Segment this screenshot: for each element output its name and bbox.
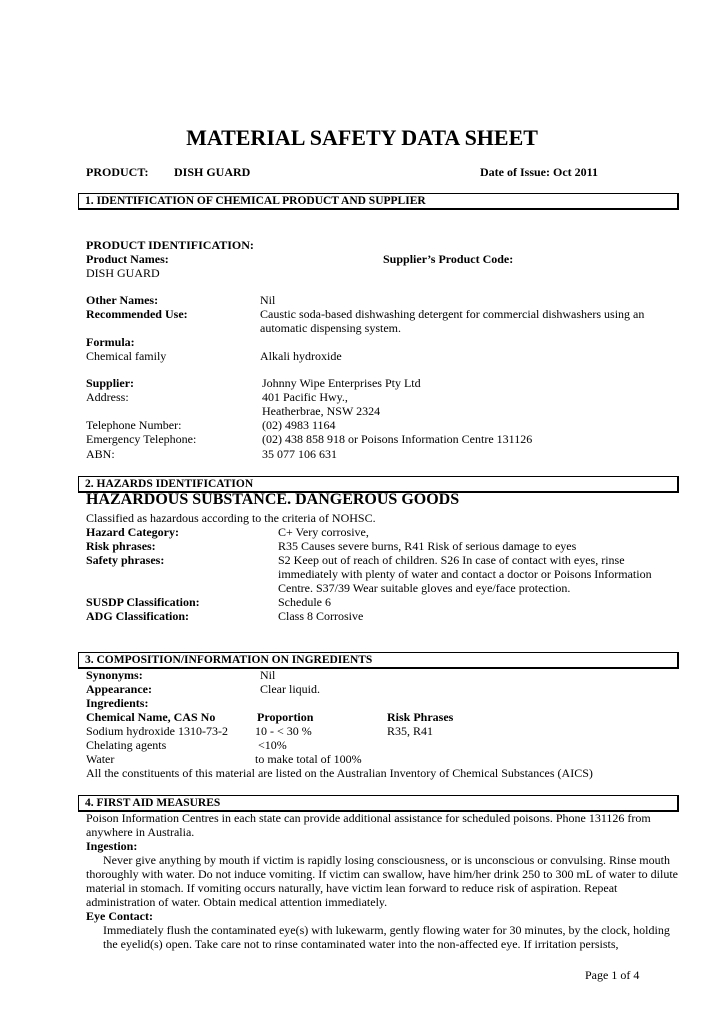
column-header: Chemical Name, CAS No [86,710,216,724]
document-title: MATERIAL SAFETY DATA SHEET [186,125,538,150]
adg-value: Class 8 Corrosive [278,609,364,623]
telephone-label: Telephone Number: [86,418,182,432]
supplier-label: Supplier: [86,376,135,390]
column-header: Risk Phrases [387,710,454,724]
table-cell: Water [86,752,115,766]
product-label: PRODUCT: [86,165,149,179]
other-names-value: Nil [260,293,276,307]
product-value: DISH GUARD [174,165,251,179]
table-cell: to make total of 100% [255,752,362,766]
risk-phrases-value: R35 Causes severe burns, R41 Risk of serious damage to eyes [278,539,577,553]
date-of-issue: Date of Issue: Oct 2011 [480,165,598,179]
safety-phrases-label: Safety phrases: [86,553,165,567]
emergency-telephone-value: (02) 438 858 918 or Poisons Information Centre 131126 [262,432,533,446]
abn-value: 35 077 106 631 [262,447,337,461]
chemical-family-label: Chemical family [86,349,167,363]
address-label: Address: [86,390,129,404]
eye-contact-text: Immediately flush the contaminated eye(s) with lukewarm, gently flowing water for 30 minutes, by the clock, holding the eyelid(s) open. Take care not to rinse contaminated water into the non-affected eye. If irritation persists, [103,923,670,951]
ingredients-label: Ingredients: [86,696,149,710]
table-cell: 10 - < 30 % [255,724,312,738]
table-cell: Chelating agents [86,738,167,752]
telephone-value: (02) 4983 1164 [262,418,336,432]
susdp-label: SUSDP Classification: [86,595,200,609]
hazard-category-label: Hazard Category: [86,525,179,539]
eye-contact-label: Eye Contact: [86,909,153,923]
adg-label: ADG Classification: [86,609,189,623]
first-aid-intro: Poison Information Centres in each state can provide additional assistance for scheduled poisons. Phone 131126 from anywhere in Australia. [86,811,651,839]
emergency-telephone-label: Emergency Telephone: [86,432,197,446]
product-identification-heading: PRODUCT IDENTIFICATION: [86,238,254,252]
section-1-heading: 1. IDENTIFICATION OF CHEMICAL PRODUCT AND SUPPLIER [78,193,679,210]
product-names-value: DISH GUARD [86,266,160,280]
synonyms-label: Synonyms: [86,668,143,682]
section-4-heading: 4. FIRST AID MEASURES [78,795,679,812]
abn-label: ABN: [86,447,115,461]
appearance-label: Appearance: [86,682,152,696]
section-3-heading: 3. COMPOSITION/INFORMATION ON INGREDIENTS [78,652,679,669]
hazard-category-value: C+ Very corrosive, [278,525,369,539]
recommended-use-label: Recommended Use: [86,307,188,321]
susdp-value: Schedule 6 [278,595,331,609]
hazard-subheading: HAZARDOUS SUBSTANCE. DANGEROUS GOODS [86,491,460,508]
synonyms-value: Nil [260,668,276,682]
appearance-value: Clear liquid. [260,682,320,696]
product-names-label: Product Names: [86,252,169,266]
safety-phrases-value: S2 Keep out of reach of children. S26 In case of contact with eyes, rinse immediately with plenty of water and contact a doctor or Poisons Information Centre. S37/39 Wear suitable gloves and eye/face protection. [278,553,652,595]
formula-label: Formula: [86,335,135,349]
address-line-2: Heatherbrae, NSW 2324 [262,404,381,418]
table-cell: Sodium hydroxide 1310-73-2 [86,724,228,738]
classified-text: Classified as hazardous according to the criteria of NOHSC. [86,511,376,525]
ingestion-text: Never give anything by mouth if victim is rapidly losing consciousness, or is unconscious or convulsing. Rinse mouth thoroughly with water. Do not induce vomiting. If victim can swallow, have him/her drink 250 to 300 mL of water to dilute material in stomach. If vomiting occurs naturally, have victim lean forward to reduce risk of aspiration. Repeat administration of water. Obtain medical attention immediately. [86,853,678,909]
table-cell: <10% [258,738,287,752]
page-number: Page 1 of 4 [585,968,640,982]
table-cell: R35, R41 [387,724,434,738]
address-line-1: 401 Pacific Hwy., [262,390,348,404]
aics-statement: All the constituents of this material are listed on the Australian Inventory of Chemical Substances (AICS) [86,766,593,780]
recommended-use-value: Caustic soda-based dishwashing detergent for commercial dishwashers using an automatic dispensing system. [260,307,645,335]
risk-phrases-label: Risk phrases: [86,539,156,553]
column-header: Proportion [257,710,314,724]
chemical-family-value: Alkali hydroxide [260,349,342,363]
supplier-value: Johnny Wipe Enterprises Pty Ltd [262,376,421,390]
ingestion-label: Ingestion: [86,839,138,853]
supplier-code-label: Supplier’s Product Code: [383,252,514,266]
other-names-label: Other Names: [86,293,159,307]
section-2-heading: 2. HAZARDS IDENTIFICATION [78,476,679,493]
